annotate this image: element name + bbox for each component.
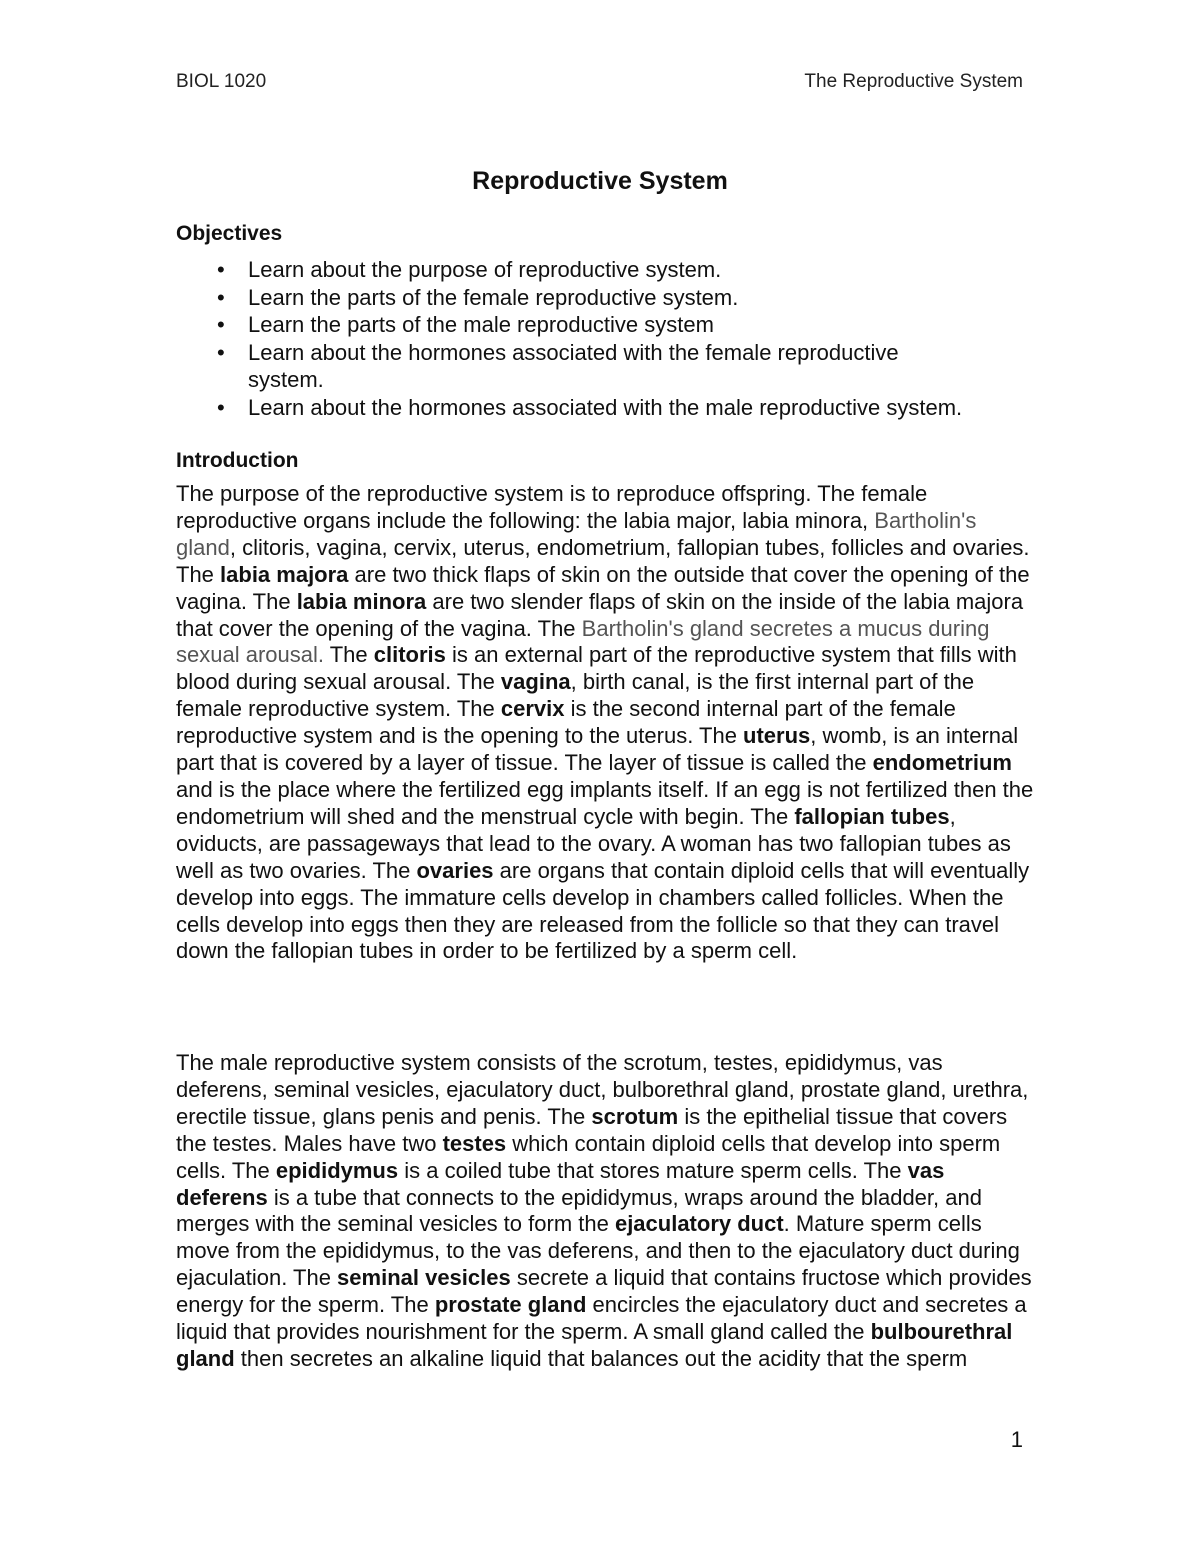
page-title: Reproductive System bbox=[472, 167, 728, 195]
text-run: then secretes an alkaline liquid that balances out the acidity that the sperm bbox=[234, 1345, 968, 1371]
text-run: is a tube that connects to the epididymus, wraps around the bladder, and merges with the seminal vesicles to form the bbox=[176, 1184, 982, 1237]
header-topic: The Reproductive System bbox=[804, 71, 1023, 92]
text-run: , womb, is an internal part that is covered by a layer of tissue. The layer of tissue is called the bbox=[176, 723, 1019, 776]
text-run: . Mature sperm cells move from the epididymus, to the vas deferens, and then to the ejaculatory duct during ejaculation. The bbox=[176, 1211, 1020, 1291]
text-run: which contain diploid cells that develop into sperm cells. The bbox=[176, 1130, 1001, 1183]
text-run: The bbox=[323, 642, 374, 668]
text-run: , clitoris, vagina, cervix, uterus, endometrium, fallopian tubes, follicles and ovaries. The bbox=[176, 534, 1030, 587]
bullet-icon: • bbox=[217, 257, 225, 282]
list-item bbox=[176, 311, 1036, 339]
term-vagina: vagina bbox=[500, 669, 571, 695]
objectives-list bbox=[176, 256, 1036, 421]
header-course: BIOL 1020 bbox=[176, 71, 267, 92]
term-scrotum: scrotum bbox=[591, 1103, 679, 1129]
term-endometrium: endometrium bbox=[872, 750, 1012, 776]
text-run: and is the place where the fertilized egg implants itself. If an egg is not fertilized then the endometrium will shed and the menstrual cycle with begin. The bbox=[176, 776, 1034, 829]
female-paragraph bbox=[176, 481, 1036, 965]
text-run: , birth canal, is the first internal part of the female reproductive system. The bbox=[176, 669, 975, 722]
term-labia-majora: labia majora bbox=[220, 561, 349, 587]
bullet-icon: • bbox=[217, 339, 225, 365]
term-bulbourethral-gland: bulbourethral gland bbox=[176, 1319, 1013, 1371]
text-run: is the epithelial tissue that covers the testes. Males have two bbox=[176, 1103, 1008, 1156]
text-run: encircles the ejaculatory duct and secretes a liquid that provides nourishment for the sperm. A small gland called the bbox=[176, 1292, 1027, 1345]
term-prostate-gland: prostate gland bbox=[434, 1292, 587, 1318]
list-item bbox=[176, 339, 1036, 394]
bullet-icon: • bbox=[217, 284, 225, 310]
objective-text: Learn about the hormones associated with the male reproductive system. bbox=[248, 394, 963, 420]
text-run: The purpose of the reproductive system is to reproduce offspring. The female reproductive organs include the following: the labia major, labia minora, bbox=[176, 481, 928, 533]
text-run: is the second internal part of the female reproductive system and is the opening to the uterus. The bbox=[176, 696, 956, 749]
text-run: The male reproductive system consists of the scrotum, testes, epididymus, vas deferens, seminal vesicles, ejaculatory duct, bulborethral gland, prostate gland, urethra, erectile tissue, glans penis and penis. The bbox=[176, 1050, 1029, 1129]
male-paragraph bbox=[176, 1050, 1036, 1373]
text-run: , oviducts, are passageways that lead to the ovary. A woman has two fallopian tubes as well as two ovaries. The bbox=[176, 803, 1011, 883]
list-item bbox=[176, 284, 1036, 312]
term-cervix: cervix bbox=[500, 696, 565, 722]
bullet-icon: • bbox=[217, 312, 225, 337]
term-epididymus: epididymus bbox=[275, 1157, 399, 1183]
objective-text: Learn the parts of the female reproductive system. bbox=[248, 284, 739, 310]
term-uterus: uterus bbox=[743, 723, 811, 749]
text-run: secrete a liquid that contains fructose which provides energy for the sperm. The bbox=[176, 1265, 1032, 1318]
term-testes: testes bbox=[442, 1130, 507, 1156]
introduction-heading: Introduction bbox=[176, 449, 299, 472]
term-vas-deferens: vas deferens bbox=[176, 1157, 945, 1210]
term-ovaries: ovaries bbox=[416, 857, 494, 883]
term-fallopian-tubes: fallopian tubes bbox=[794, 803, 950, 829]
objective-text: Learn about the hormones associated with the female reproductive system. bbox=[248, 339, 899, 392]
text-run: Bartholin's gland bbox=[176, 507, 977, 560]
bullet-icon: • bbox=[217, 394, 225, 420]
text-run: Bartholin's gland secretes a mucus during sexual arousal. bbox=[176, 615, 990, 668]
text-run: are two slender flaps of skin on the inside of the labia majora that cover the opening of the vagina. The bbox=[176, 588, 1024, 641]
term-clitoris: clitoris bbox=[373, 642, 446, 668]
term-seminal-vesicles: seminal vesicles bbox=[337, 1265, 511, 1291]
text-run: are organs that contain diploid cells that will eventually develop into eggs. The immature cells develop in chambers called follicles. When the cells develop into eggs then they are released from the follicle so that they can travel down the fallopian tubes in order to be fertilized by a sperm cell. bbox=[176, 857, 1030, 964]
list-item bbox=[176, 394, 1036, 422]
text-run: is an external part of the reproductive system that fills with blood during sexual arousal. The bbox=[176, 642, 1017, 695]
text-run: are two thick flaps of skin on the outside that cover the opening of the vagina. The bbox=[176, 561, 1030, 614]
term-labia-minora: labia minora bbox=[296, 588, 427, 614]
term-ejaculatory-duct: ejaculatory duct bbox=[614, 1211, 784, 1237]
page-number: 1 bbox=[1010, 1427, 1023, 1452]
list-item bbox=[176, 256, 1036, 284]
objective-text: Learn the parts of the male reproductive system bbox=[248, 312, 714, 337]
objective-text: Learn about the purpose of reproductive system. bbox=[248, 257, 722, 282]
objectives-heading: Objectives bbox=[176, 222, 283, 245]
text-run: is a coiled tube that stores mature sperm cells. The bbox=[398, 1157, 908, 1183]
